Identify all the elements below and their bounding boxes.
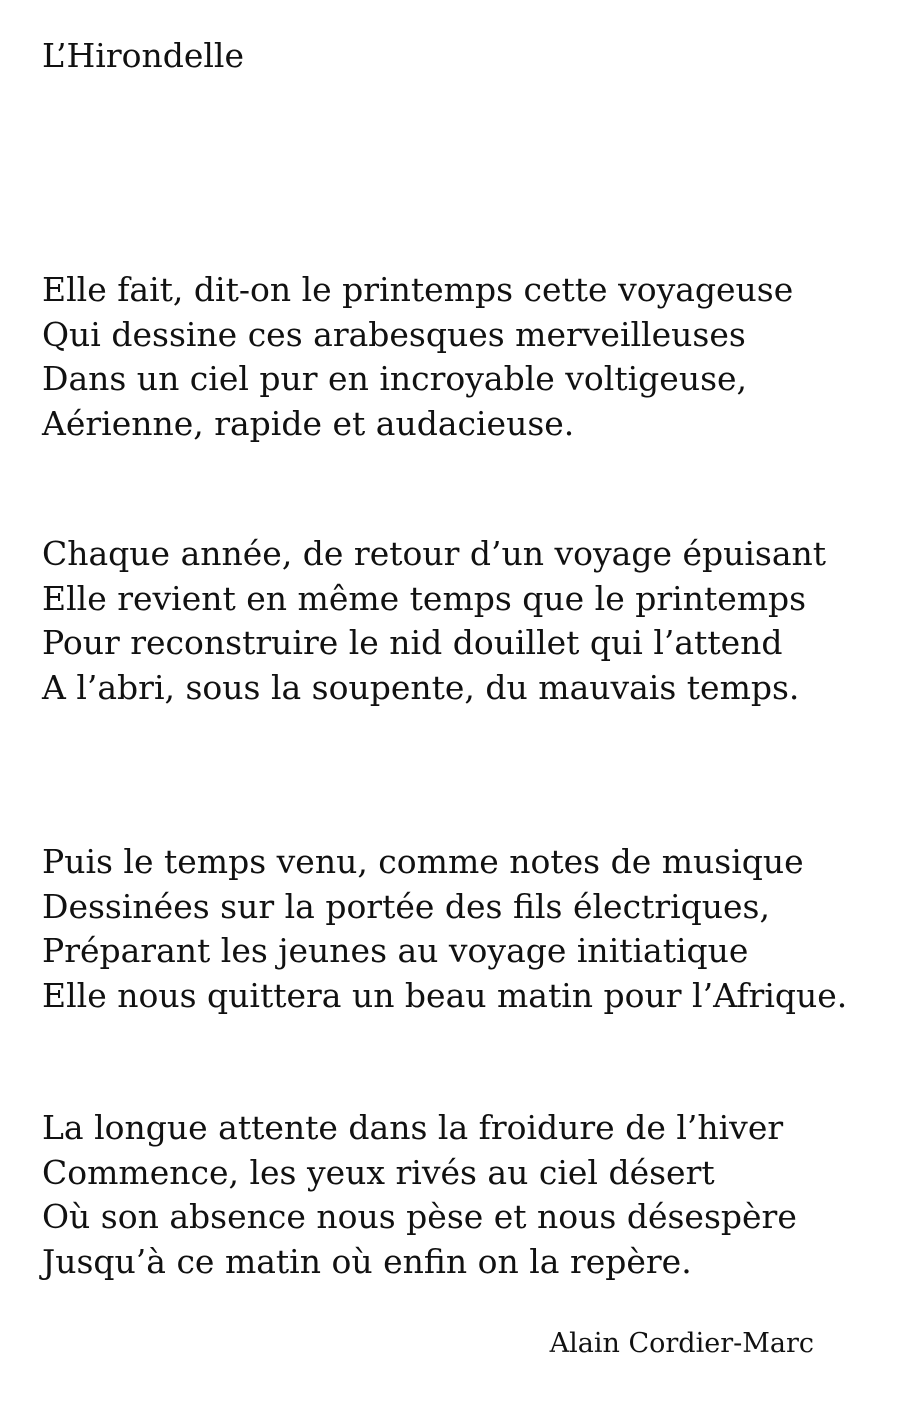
stanza-3	[42, 840, 902, 1018]
poem-line: Où son absence nous pèse et nous désespère	[42, 1197, 797, 1236]
stanza-1	[42, 268, 902, 446]
poem-line: Commence, les yeux rivés au ciel désert	[42, 1152, 715, 1192]
poem-line: Chaque année, de retour d’un voyage épuisant	[42, 534, 827, 573]
stanza-4	[42, 1106, 902, 1284]
poem-line: Jusqu’à ce matin où enfin on la repère.	[42, 1241, 692, 1281]
poem-line: Dessinées sur la portée des fils électriques,	[42, 886, 770, 926]
author-signature: Alain Cordier-Marc	[549, 1328, 814, 1359]
poem-line: Qui dessine ces arabesques merveilleuses	[42, 314, 746, 354]
poem-line: A l’abri, sous la soupente, du mauvais temps.	[42, 667, 800, 707]
poem-line: Préparant les jeunes au voyage initiatique	[42, 931, 749, 970]
poem-line: La longue attente dans la froidure de l’hiver	[42, 1108, 784, 1147]
poem-line: Dans un ciel pur en incroyable voltigeuse,	[42, 359, 748, 398]
poem-line: Pour reconstruire le nid douillet qui l’attend	[42, 623, 783, 662]
poem-line: Elle nous quittera un beau matin pour l’Afrique.	[42, 975, 848, 1015]
poem-line: Aérienne, rapide et audacieuse.	[42, 403, 575, 443]
poem-title: L’Hirondelle	[42, 36, 245, 75]
poem-line: Elle revient en même temps que le printemps	[42, 578, 807, 618]
poem-line: Elle fait, dit-on le printemps cette voyageuse	[42, 270, 794, 309]
stanza-2	[42, 532, 902, 710]
poem-line: Puis le temps venu, comme notes de musique	[42, 842, 804, 881]
